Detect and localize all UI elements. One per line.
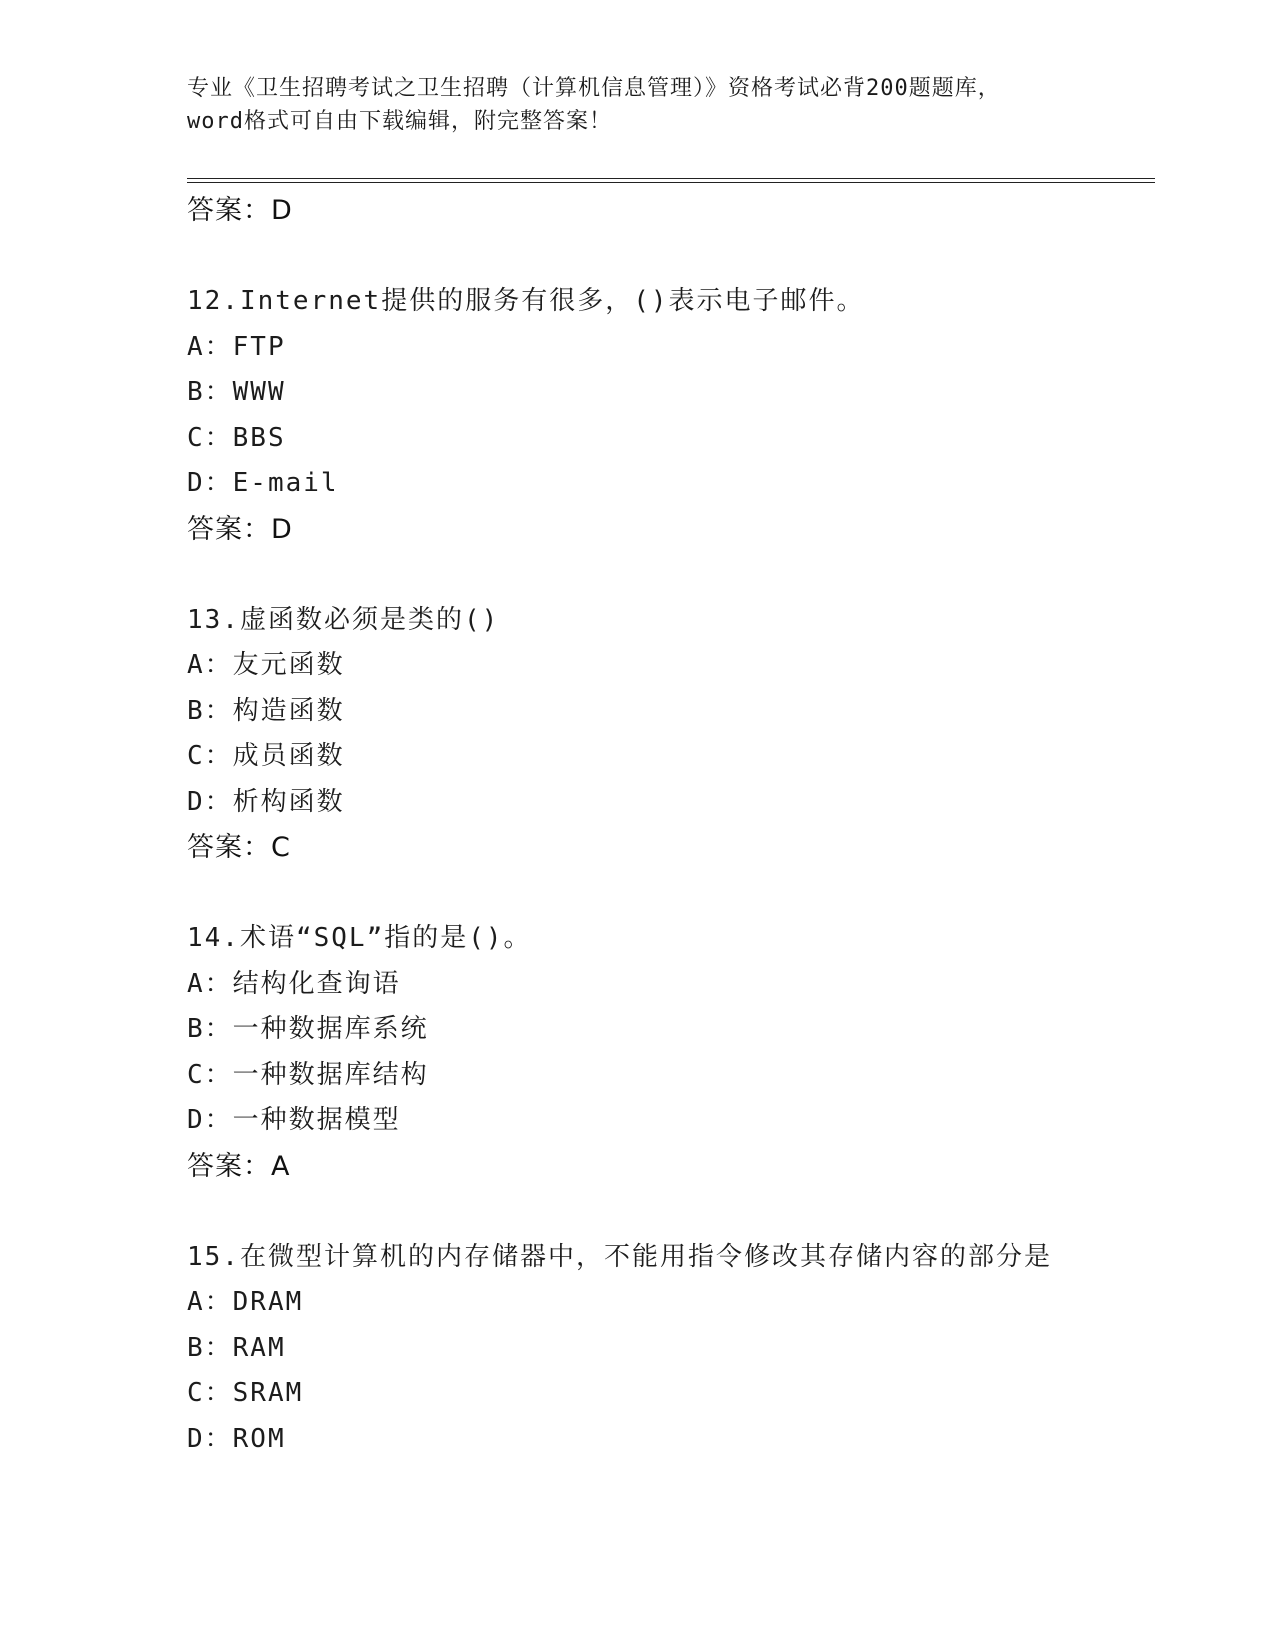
- option-d: D：一种数据模型: [187, 1105, 401, 1135]
- option-b: B：RAM: [187, 1332, 286, 1363]
- answer-line: 答案：D: [187, 513, 293, 545]
- header-divider: [187, 178, 1155, 183]
- answer-line: 答案：C: [187, 832, 291, 863]
- option-a: A：DRAM: [187, 1287, 304, 1317]
- question-body: 虚函数必须是类的(): [239, 604, 500, 635]
- document-header: [187, 72, 1087, 138]
- option-c: C：成员函数: [187, 741, 345, 771]
- option-d: D：ROM: [187, 1423, 286, 1454]
- option-d: D：析构函数: [187, 786, 345, 817]
- question-14: [187, 916, 1155, 1190]
- option-a: A：FTP: [187, 331, 286, 362]
- question-body: Internet提供的服务有很多，()表示电子邮件。: [239, 286, 865, 316]
- question-text: [187, 1235, 1155, 1281]
- question-body: 在微型计算机的内存储器中，不能用指令修改其存储内容的部分是: [239, 1241, 1052, 1272]
- option-a: A：友元函数: [187, 650, 345, 680]
- question-number: 13.: [187, 604, 240, 635]
- answer-line: 答案：A: [187, 1150, 291, 1182]
- question-number: 15.: [187, 1241, 240, 1272]
- option-d: D：E-mail: [187, 468, 339, 498]
- header-line-2: word格式可自由下载编辑，附完整答案！: [187, 109, 612, 134]
- option-b: B：WWW: [187, 377, 286, 407]
- question-body: 术语“SQL”指的是()。: [239, 923, 532, 953]
- question-15: [187, 1235, 1155, 1463]
- option-b: B：构造函数: [187, 695, 345, 726]
- option-c: C：SRAM: [187, 1378, 304, 1408]
- question-12: [187, 279, 1155, 553]
- question-text: [187, 916, 1155, 962]
- question-text: [187, 598, 1155, 644]
- option-c: C：BBS: [187, 422, 286, 453]
- question-text: [187, 279, 1155, 325]
- option-c: C：一种数据库结构: [187, 1059, 429, 1090]
- document-body: [187, 188, 1155, 1462]
- question-number: 12.: [187, 286, 240, 316]
- header-line-1: 专业《卫生招聘考试之卫生招聘（计算机信息管理）》资格考试必背200题题库，: [187, 76, 1001, 101]
- option-b: B：一种数据库系统: [187, 1014, 429, 1044]
- question-number: 14.: [187, 923, 240, 953]
- option-a: A：结构化查询语: [187, 968, 401, 999]
- answer-line: 答案：D: [187, 195, 293, 226]
- question-13: [187, 598, 1155, 872]
